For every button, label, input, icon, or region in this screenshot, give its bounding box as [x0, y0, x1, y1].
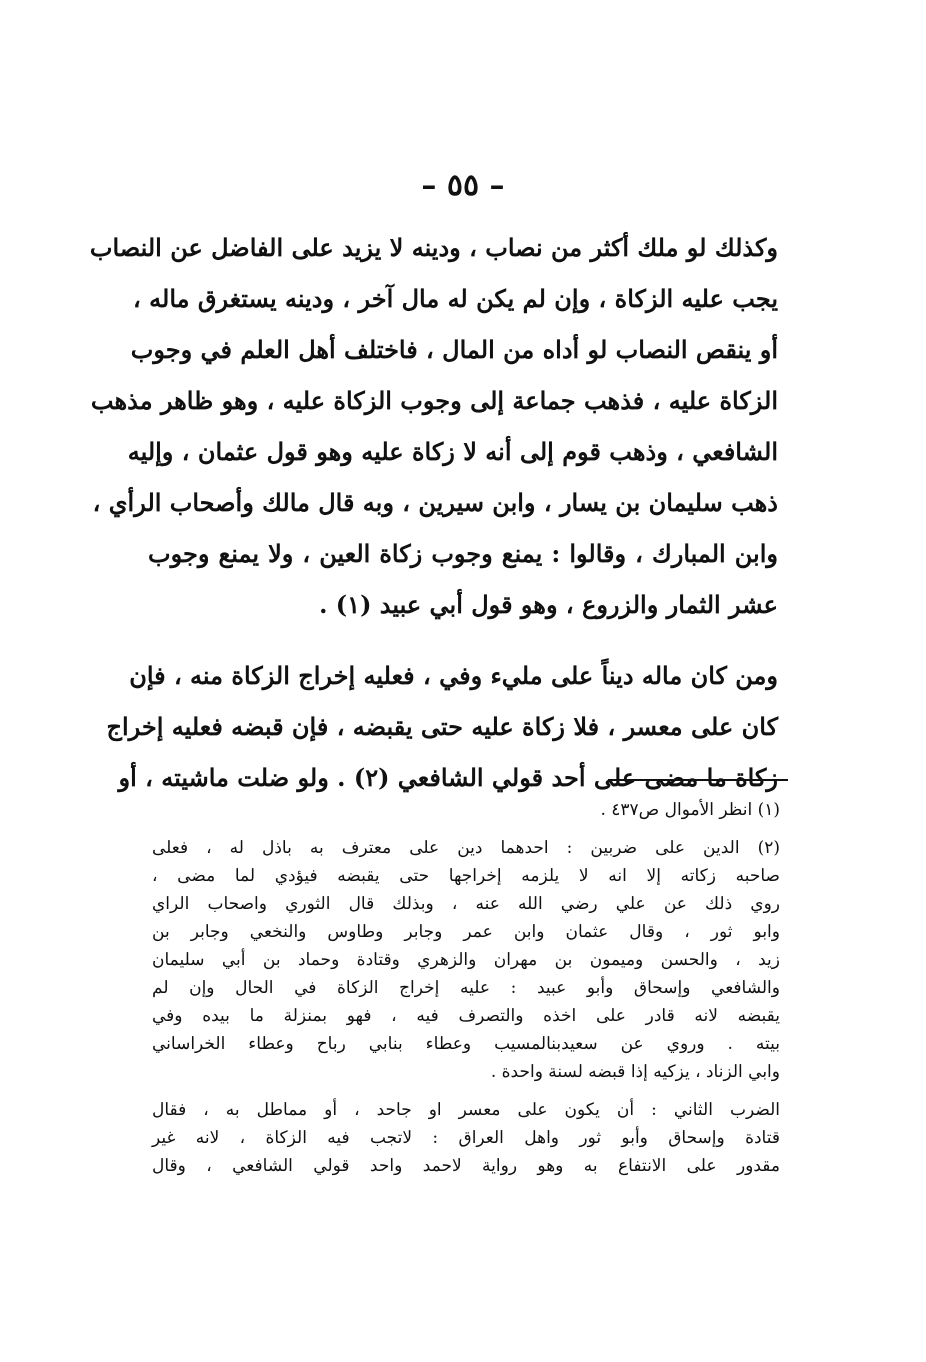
- text-line: أو ينقص النصاب لو أداه من المال ، فاختلف أهل العلم في وجوب: [130, 335, 778, 364]
- footnote-line: الضرب الثاني : أن يكون على معسر او جاحد ، أو مماطل به ، فقال: [152, 1100, 780, 1120]
- paragraph-gap: [148, 630, 778, 650]
- text-line: ذهب سليمان بن يسار ، وابن سيرين ، وبه قال مالك وأصحاب الرأي ،: [92, 488, 778, 517]
- footnote-divider: [608, 779, 788, 781]
- main-paragraph: [89, 222, 778, 630]
- text-line: كان على معسر ، فلا زكاة عليه حتى يقبضه ، فإن قبضه فعليه إخراج: [106, 712, 778, 741]
- footnote-line: (١) انظر الأموال ص٤٣٧ .: [600, 800, 780, 820]
- footnote-paragraph: [152, 834, 780, 1086]
- footnote-line: قتادة وإسحاق وأبو ثور واهل العراق : لاتجب فيه الزكاة ، لانه غير: [152, 1128, 780, 1148]
- footnote-gap: [152, 824, 780, 834]
- text-line: الزكاة عليه ، فذهب جماعة إلى وجوب الزكاة عليه ، وهو ظاهر مذهب: [90, 386, 778, 415]
- main-text: [89, 222, 778, 803]
- text-line: يجب عليه الزكاة ، وإن لم يكن له مال آخر ، ودينه يستغرق ماله ،: [133, 284, 778, 313]
- footnote-line: وابو ثور ، وقال عثمان وابن عمر وجابر وطاوس والنخعي وجابر بن: [152, 922, 780, 942]
- text-line: زكاة ما مضى على أحد قولي الشافعي (٢) . ولو ضلت ماشيته ، أو: [118, 763, 778, 792]
- footnote-gap: [152, 1086, 780, 1096]
- text-line: وكذلك لو ملك أكثر من نصاب ، ودينه لا يزيد على الفاضل عن النصاب: [89, 233, 778, 262]
- footnote-line: صاحبه زكاته إلا انه لا يلزمه إخراجها حتى يقبضه فيؤدي لما مضى ،: [152, 866, 780, 886]
- footnote-line: روي ذلك عن علي رضي الله عنه ، وبذلك قال الثوري واصحاب الراي: [152, 894, 780, 914]
- footnote-line: يقبضه لانه قادر على اخذه والتصرف فيه ، فهو بمنزلة ما بيده وفي: [152, 1006, 780, 1026]
- footnote-line: وابي الزناد ، يزكيه إذا قبضه لسنة واحدة .: [490, 1062, 780, 1082]
- footnote-line: مقدور على الانتفاع به وهو رواية لاحمد واحد قولي الشافعي ، وقال: [152, 1156, 780, 1176]
- footnote-line: (٢) الدين على ضربين : احدهما دين على معترف به باذل له ، فعلى: [152, 838, 780, 858]
- footnote-paragraph: [152, 796, 780, 824]
- footnotes: [152, 796, 780, 1180]
- page-number: – ٥٥ –: [421, 168, 505, 203]
- footnote-paragraph: [152, 1096, 780, 1180]
- footnote-line: زيد ، والحسن وميمون بن مهران والزهري وقتادة وحماد بن أبي سليمان: [152, 950, 780, 970]
- text-line: الشافعي ، وذهب قوم إلى أنه لا زكاة عليه وهو قول عثمان ، وإليه: [127, 437, 778, 466]
- text-line: ومن كان ماله ديناً على مليء وفي ، فعليه إخراج الزكاة منه ، فإن: [129, 661, 778, 690]
- text-line: عشر الثمار والزروع ، وهو قول أبي عبيد (١) .: [319, 590, 778, 619]
- text-line: وابن المبارك ، وقالوا : يمنع وجوب زكاة العين ، ولا يمنع وجوب: [148, 539, 778, 568]
- footnote-line: بيته . وروي عن سعيدبنالمسيب وعطاء بنابي رباح وعطاء الخراساني: [152, 1034, 780, 1054]
- footnote-line: والشافعي وإسحاق وأبو عبيد : عليه إخراج الزكاة في الحال وإن لم: [152, 978, 780, 998]
